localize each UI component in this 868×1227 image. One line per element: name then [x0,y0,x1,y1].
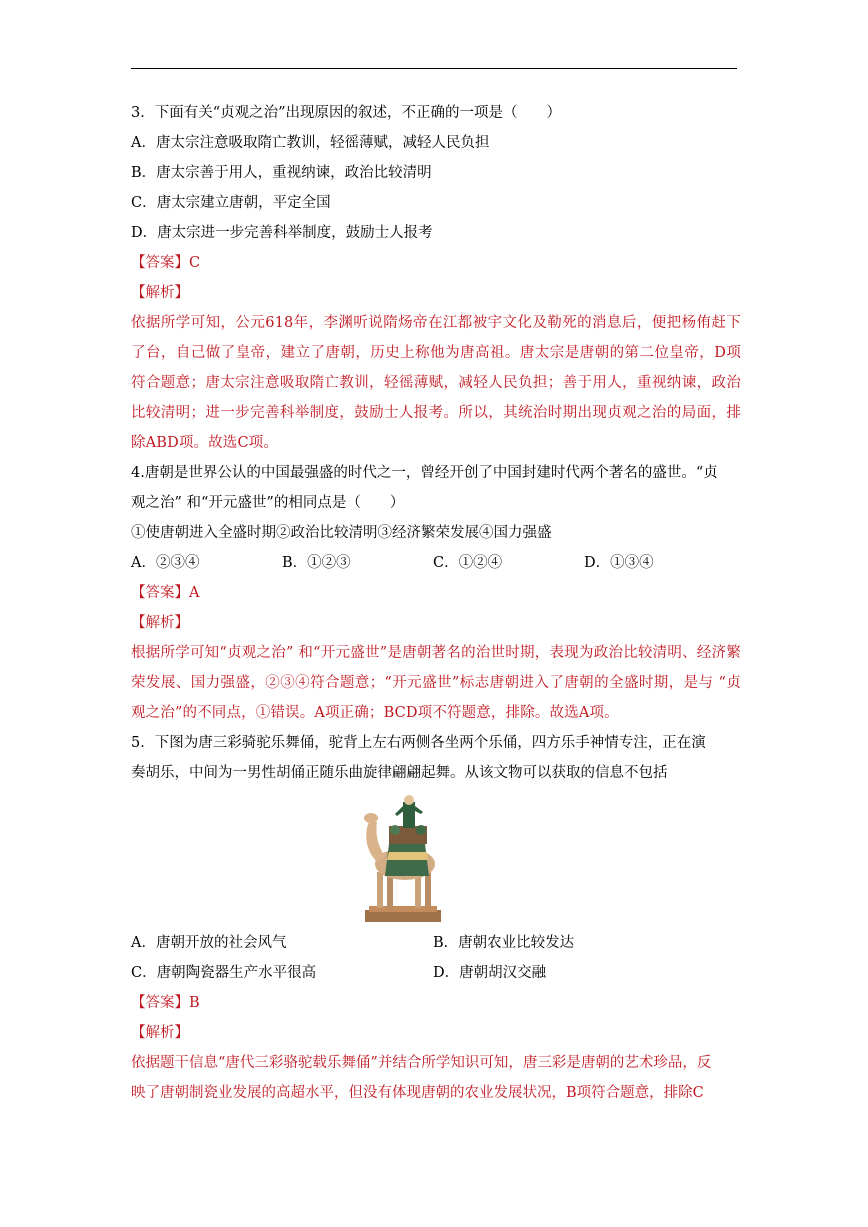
q4-option-c: C．①②④ [433,555,503,571]
header-rule [131,68,737,69]
q5-answer: 【答案】B [131,995,200,1011]
q5-stem-line1: 5．下图为唐三彩骑驼乐舞俑，驼背上左右两侧各坐两个乐俑，四方乐手神情专注，正在演 [131,735,706,751]
document-body [131,98,741,1108]
q3-option-b: B．唐太宗善于用人，重视纳谏，政治比较清明 [131,165,432,181]
q3-option-a: A．唐太宗注意吸取隋亡教训，轻徭薄赋，减轻人民负担 [131,135,490,151]
q5-option-d: D．唐朝胡汉交融 [433,965,547,981]
q5-option-b: B．唐朝农业比较发达 [433,935,575,951]
q3-answer: 【答案】C [131,255,201,271]
q3-option-c: C．唐太宗建立唐朝，平定全国 [131,195,331,211]
q5-analysis-label: 【解析】 [131,1025,189,1041]
q3-analysis: 依据所学可知，公元618年，李渊听说隋炀帝在江都被宇文化及勒死的消息后，便把杨侑赶下了台，自己做了皇帝，建立了唐朝，历史上称他为唐高祖。唐太宗是唐朝的第二位皇帝，D项符合题意；唐太宗注意吸取隋亡教训，轻徭薄赋，减轻人民负担；善于用人，重视纳谏，政治比较清明；进一步完善科举制度，鼓励士人报考。所以，其统治时期出现贞观之治的局面，排除ABD项。故选C项。 [131,315,741,451]
q3-analysis-label: 【解析】 [131,285,189,301]
q4-items: ①使唐朝进入全盛时期②政治比较清明③经济繁荣发展④国力强盛 [131,525,552,541]
q4-analysis-label: 【解析】 [131,615,189,631]
q4-answer: 【答案】A [131,585,200,601]
q4-option-b: B．①②③ [282,555,351,571]
q5-options-row2 [131,958,741,988]
camel-figurine-image [131,792,741,926]
q5-options-row1 [131,928,741,958]
q5-stem-line2: 奏胡乐，中间为一男性胡俑正随乐曲旋律翩翩起舞。从该文物可以获取的信息不包括 [131,765,668,781]
q4-stem-line1: 4.唐朝是世界公认的中国最强盛的时代之一，曾经开创了中国封建时代两个著名的盛世。“贞 [131,465,718,481]
q4-option-d: D．①③④ [584,555,654,571]
q5-option-a: A．唐朝开放的社会风气 [131,935,287,951]
q5-option-c: C．唐朝陶瓷器生产水平很高 [131,965,317,981]
q3-stem: 3．下面有关“贞观之治”出现原因的叙述，不正确的一项是（ ） [131,105,562,121]
q3-option-d: D．唐太宗进一步完善科举制度，鼓励士人报考 [131,225,433,241]
q5-analysis-line1: 依据题干信息“唐代三彩骆驼载乐舞俑”并结合所学知识可知，唐三彩是唐朝的艺术珍品，反 [131,1055,712,1071]
q4-analysis: 根据所学可知“贞观之治” 和“开元盛世”是唐朝著名的治世时期，表现为政治比较清明、经济繁荣发展、国力强盛，②③④符合题意；“开元盛世”标志唐朝进入了唐朝的全盛时期，是与 “贞观之治”的不同点，①错误。A项正确；BCD项不符题意，排除。故选A项。 [131,645,741,721]
q4-option-a: A．②③④ [131,555,200,571]
q4-options [131,548,741,578]
q5-analysis-line2: 映了唐朝制瓷业发展的高超水平，但没有体现唐朝的农业发展状况，B项符合题意，排除C [131,1085,704,1101]
q4-stem-line2: 观之治” 和“开元盛世”的相同点是（ ） [131,495,405,511]
